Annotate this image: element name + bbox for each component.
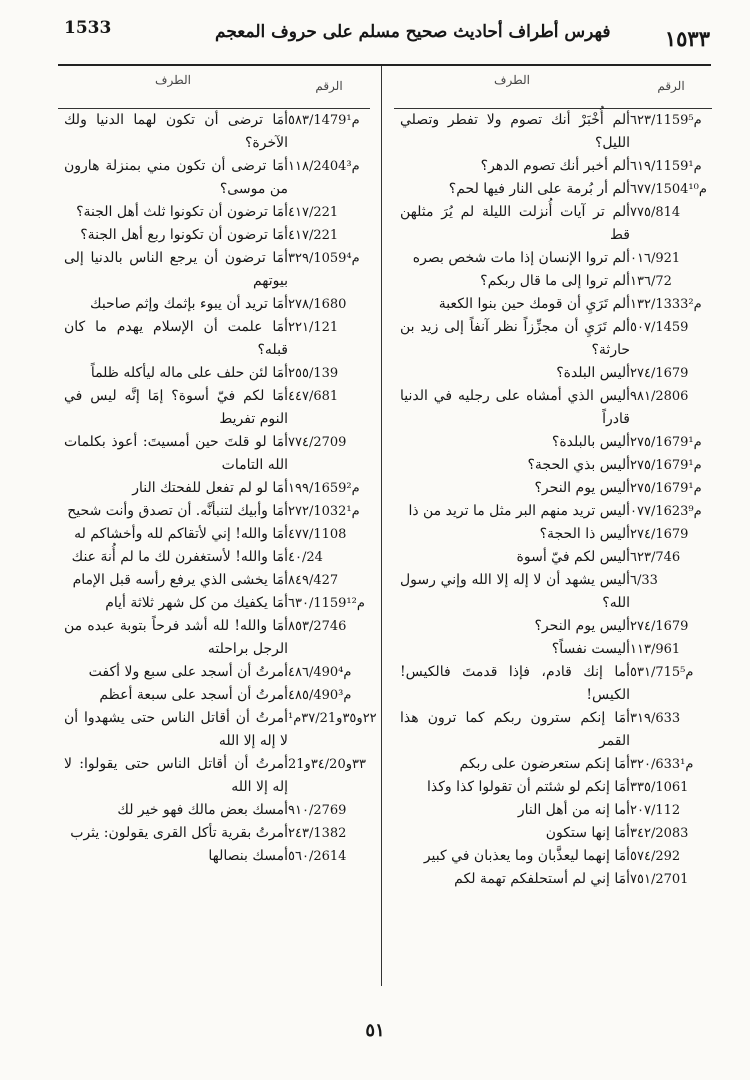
entry-hadith-text: ألم تروا الإنسان إذا مات شخص بصره	[412, 250, 630, 266]
entry-reference-number: ٢٧٥/1679م¹	[630, 481, 702, 496]
entry-hadith-text: أليس يوم النحر؟	[534, 618, 630, 634]
entry-reference-number: ٦/33	[630, 573, 658, 588]
entry-reference-number: ٢٧٨/1680	[288, 297, 347, 312]
entry-reference-number: ٦١٩/1159م¹	[630, 159, 702, 174]
entry-reference-number: ٠٧٧/1623م⁹	[630, 504, 702, 519]
index-entry	[394, 868, 712, 891]
entry-reference-number: ٤١٧/221	[288, 205, 339, 220]
entry-hadith-text: أمَا إنكم سترون ربكم كما ترون هذا القمر	[400, 710, 630, 749]
entry-reference-number: ٣٢٠/633م¹	[630, 757, 694, 772]
index-entry	[394, 316, 712, 362]
index-entry	[58, 592, 370, 615]
entry-reference-number: ٥٣١/715م⁵	[630, 665, 694, 680]
index-entry	[394, 293, 712, 316]
entry-reference-number: ٢٢١/121	[288, 320, 339, 335]
index-entry	[394, 109, 712, 155]
entry-hadith-text: أمَا ترضون أن يرجع الناس بالدنيا إلى بيوتهم	[64, 250, 288, 289]
index-entry	[58, 224, 370, 247]
index-entry	[394, 845, 712, 868]
entry-reference-number: ٦٢٣/746	[630, 550, 681, 565]
entry-hadith-text: أمرتُ أن أقاتل الناس حتى يشهدوا أن لا إله إلا الله	[64, 710, 288, 749]
entry-hadith-text: أما إنك قادم، فإذا قدمتَ فالكيس! الكيس!	[400, 664, 630, 703]
index-entry	[394, 546, 712, 569]
entry-reference-number: ٤٨٦/490م⁴	[288, 665, 352, 680]
entry-reference-number: ٤٧٧/1108	[288, 527, 347, 542]
entry-reference-number: ٨٤٩/427	[288, 573, 339, 588]
index-entry	[394, 523, 712, 546]
entry-hadith-text: أمَا ترضى أن تكون لهما الدنيا ولك الآخرة؟	[64, 112, 288, 151]
index-entry	[58, 362, 370, 385]
index-entry	[394, 822, 712, 845]
index-entry	[394, 638, 712, 661]
entry-reference-number: ٧٧٥/814	[630, 205, 681, 220]
entry-reference-number: ١١٣/961	[630, 642, 681, 657]
index-entry	[58, 822, 370, 845]
entry-reference-number: ٢٧٤/1679	[630, 527, 689, 542]
entry-hadith-text: أمَا لو قلتَ حين أمسيتَ: أعوذ بكلمات الله التامات	[64, 434, 288, 473]
right-column-rows	[394, 109, 712, 891]
number-column-header: الرقم	[657, 79, 685, 93]
text-column-header: الطرف	[494, 73, 530, 87]
entry-hadith-text: أما إنه من أهل النار	[517, 802, 630, 818]
index-entry	[58, 109, 370, 155]
column-header	[394, 66, 712, 109]
entry-reference-number: ٨٥٣/2746	[288, 619, 347, 634]
index-entry	[58, 385, 370, 431]
column-divider	[381, 66, 382, 986]
entry-hadith-text: أمَا تريد أن يبوء بإثمك وإثم صاحبك	[90, 296, 288, 312]
index-entry	[58, 615, 370, 661]
entry-hadith-text: أمرتُ أن أقاتل الناس حتى يقولوا: لا إله إلا الله	[64, 756, 288, 795]
entry-reference-number: ٥٨٣/1479م¹	[288, 113, 360, 128]
index-entry	[394, 385, 712, 431]
entry-reference-number: ٤٤٧/681	[288, 389, 339, 404]
entry-hadith-text: ألم أخبر أنك تصوم الدهر؟	[480, 158, 630, 174]
entry-reference-number: ٤١٧/221	[288, 228, 339, 243]
entry-reference-number: ٦٢٣/1159م⁵	[630, 113, 702, 128]
entry-hadith-text: أمَا لو لم تفعل للفحتك النار	[132, 480, 288, 496]
entry-hadith-text: أمسك بنصالها	[208, 848, 288, 864]
entry-hadith-text: أمَا والله! لأستغفرن لك ما لم أُنهَ عنك	[71, 549, 288, 565]
entry-hadith-text: أمَا لئن حلف على ماله ليأكله ظلماً	[90, 365, 288, 381]
page-number-arabic: ١٥٣٣	[664, 26, 710, 51]
index-entry	[394, 569, 712, 615]
entry-reference-number: ٢٤٣/1382	[288, 826, 347, 841]
entry-reference-number: ٤٨٥/490م³	[288, 688, 352, 703]
index-entry	[394, 178, 712, 201]
entry-reference-number: ٧٧٤/2709	[288, 435, 347, 450]
entry-hadith-text: ألم تروا إلى ما قال ربكم؟	[480, 273, 630, 289]
index-entry	[394, 707, 712, 753]
entry-reference-number: ٩٨١/2806	[630, 389, 689, 404]
entry-hadith-text: ألم تر آيات أُنزلت الليلة لم يُرَ مثلهن قط	[400, 204, 630, 243]
index-entry	[394, 753, 712, 776]
entry-hadith-text: أليس ذا الحجة؟	[539, 526, 630, 542]
entry-reference-number: ٥٧٤/292	[630, 849, 681, 864]
index-entry	[58, 661, 370, 684]
entry-hadith-text: أليست نفساً؟	[551, 641, 630, 657]
index-entry	[58, 799, 370, 822]
index-entry	[58, 684, 370, 707]
entry-reference-number: ٧٥١/2701	[630, 872, 689, 887]
entry-reference-number: ٢٧٢/1032م¹	[288, 504, 360, 519]
index-entry	[58, 431, 370, 477]
left-column-rows	[58, 109, 377, 868]
entry-hadith-text: ألم أر بُرمة على النار فيها لحم؟	[448, 181, 630, 197]
entry-hadith-text: أمَا والله! إني لأتقاكم لله وأخشاكم له	[74, 526, 288, 542]
entry-reference-number: ٢٠٧/112	[630, 803, 681, 818]
right-column	[394, 66, 712, 891]
number-column-header: الرقم	[315, 79, 343, 93]
index-entry	[58, 316, 370, 362]
entry-hadith-text: أليس البلدة؟	[556, 365, 630, 381]
entry-reference-number: ٢٧٤/1679	[630, 619, 689, 634]
index-entry	[394, 362, 712, 385]
index-entry	[394, 201, 712, 247]
index-entry	[58, 247, 370, 293]
entry-hadith-text: أمَا والله! لله أشد فرحاً بتوبة عبده من الرجل براحلته	[64, 618, 288, 657]
entry-hadith-text: ألم تَرَيِ أن قومك حين بنوا الكعبة	[438, 296, 630, 312]
page-number-latin: 1533	[64, 18, 112, 38]
left-column	[58, 66, 377, 868]
index-entry	[394, 454, 712, 477]
page-title: فهرس أطراف أحاديث صحيح مسلم على حروف المعجم	[215, 22, 611, 42]
entry-hadith-text: ألم تَرَيِ أن مجزِّزاً نظر آنفاً إلى زيد بن حارثة؟	[400, 319, 630, 358]
entry-reference-number: ٢٧٥/1679م¹	[630, 435, 702, 450]
column-header	[58, 66, 370, 109]
entry-hadith-text: أمرتُ أن أسجد على سبعة أعظم	[99, 687, 288, 703]
entry-reference-number: ٣١٩/633	[630, 711, 681, 726]
entry-hadith-text: أليس لكم فيّ أسوة	[516, 549, 630, 565]
index-entry	[58, 523, 370, 546]
entry-reference-number: ٣٣٥/1061	[630, 780, 689, 795]
index-entry	[58, 293, 370, 316]
entry-hadith-text: أليس يشهد أن لا إله إلا الله وإني رسول الله؟	[400, 572, 630, 611]
text-column-header: الطرف	[155, 73, 191, 87]
entry-hadith-text: أليس بالبلدة؟	[551, 434, 630, 450]
entry-hadith-text: أمَا يكفيك من كل شهر ثلاثة أيام	[105, 595, 288, 611]
entry-hadith-text: أمرتُ بقرية تأكل القرى يقولون: يثرب	[70, 825, 288, 841]
entry-hadith-text: أمَا ترضى أن تكون مني بمنزلة هارون من موسى؟	[64, 158, 288, 197]
entry-hadith-text: أمَا يخشى الذي يرفع رأسه قبل الإمام	[72, 572, 288, 588]
entry-reference-number: ٥٦٠/2614	[288, 849, 347, 864]
entry-reference-number: ٠١٦/921	[630, 251, 681, 266]
entry-reference-number: ٩١٠/2769	[288, 803, 347, 818]
index-entry	[394, 270, 712, 293]
entry-reference-number: ٣٤٢/2083	[630, 826, 689, 841]
index-entry	[394, 477, 712, 500]
entry-hadith-text: أليس تريد منهم البر مثل ما تريد من ذا	[408, 503, 630, 519]
entry-hadith-text: أمَا علمت أن الإسلام يهدم ما كان قبله؟	[64, 319, 288, 358]
entry-reference-number: ٥٠٧/1459	[630, 320, 689, 335]
entry-reference-number: ٢٥٥/139	[288, 366, 339, 381]
entry-hadith-text: أمَا لكم فيّ أسوة؟ إمَا إنَّه ليس في النوم تفريط	[64, 388, 288, 427]
entry-hadith-text: ألم أُخْبَرْ أنك تصوم ولا تفطر وتصلي الليل؟	[400, 112, 630, 151]
entry-reference-number: ٤٠/24	[288, 550, 323, 565]
entry-reference-number: ٢٧٤/1679	[630, 366, 689, 381]
entry-reference-number: ٢٢و٣٥و٣٧/21م¹	[288, 711, 377, 726]
index-entry	[58, 477, 370, 500]
entry-hadith-text: أمَا إنهما ليعذَّبان وما يعذبان في كبير	[423, 848, 630, 864]
index-entry	[58, 707, 377, 753]
index-entry	[58, 201, 370, 224]
index-entry	[394, 615, 712, 638]
entry-hadith-text: أمَا إنكم ستعرضون على ربكم	[459, 756, 630, 772]
entry-hadith-text: أمسك بعض مالك فهو خير لك	[117, 802, 288, 818]
entry-hadith-text: أمَا إنها ستكون	[545, 825, 630, 841]
index-entry	[58, 569, 370, 592]
index-entry	[394, 431, 712, 454]
index-entry	[58, 753, 370, 799]
index-entry	[394, 500, 712, 523]
entry-reference-number: ١١٨/2404م³	[288, 159, 360, 174]
entry-reference-number: ١٣٢/1333م²	[630, 297, 702, 312]
entry-reference-number: ١٣٦/72	[630, 274, 672, 289]
index-entry	[58, 546, 370, 569]
entry-reference-number: ٣٢٩/1059م⁴	[288, 251, 360, 266]
entry-hadith-text: أمَا إنكم لو شئتم أن تقولوا كذا وكذا	[427, 779, 630, 795]
index-entry	[394, 799, 712, 822]
index-entry	[58, 155, 370, 201]
entry-reference-number: ٣٣و٣٤/20و21	[288, 757, 366, 772]
entry-hadith-text: أمرتُ أن أسجد على سبع ولا أكفت	[88, 664, 288, 680]
entry-hadith-text: أمَا ترضون أن تكونوا ربع أهل الجنة؟	[80, 227, 288, 243]
index-entry	[394, 247, 712, 270]
index-entry	[394, 776, 712, 799]
index-entry	[58, 500, 370, 523]
entry-reference-number: ٢٧٥/1679م¹	[630, 458, 702, 473]
entry-reference-number: ١٩٩/1659م²	[288, 481, 360, 496]
index-entry	[394, 661, 712, 707]
entry-hadith-text: أليس بذي الحجة؟	[527, 457, 630, 473]
index-entry	[58, 845, 370, 868]
entry-hadith-text: أمَا إني لم أستحلفكم تهمة لكم	[454, 871, 630, 887]
index-entry	[394, 155, 712, 178]
page-header	[0, 0, 750, 66]
entry-hadith-text: أمَا ترضون أن تكونوا ثلث أهل الجنة؟	[76, 204, 288, 220]
entry-hadith-text: أليس الذي أمشاه على رجليه في الدنيا قادراً	[400, 388, 630, 427]
entry-hadith-text: أليس يوم النحر؟	[534, 480, 630, 496]
entry-reference-number: ٦٧٧/1504م¹⁰	[630, 182, 707, 197]
page-footer-number: ٥١	[365, 1020, 385, 1041]
entry-hadith-text: أمَا وأبيك لتنبأنَّه. أن تصدق وأنت شحيح	[67, 503, 288, 519]
entry-reference-number: ٦٣٠/1159م¹²	[288, 596, 365, 611]
